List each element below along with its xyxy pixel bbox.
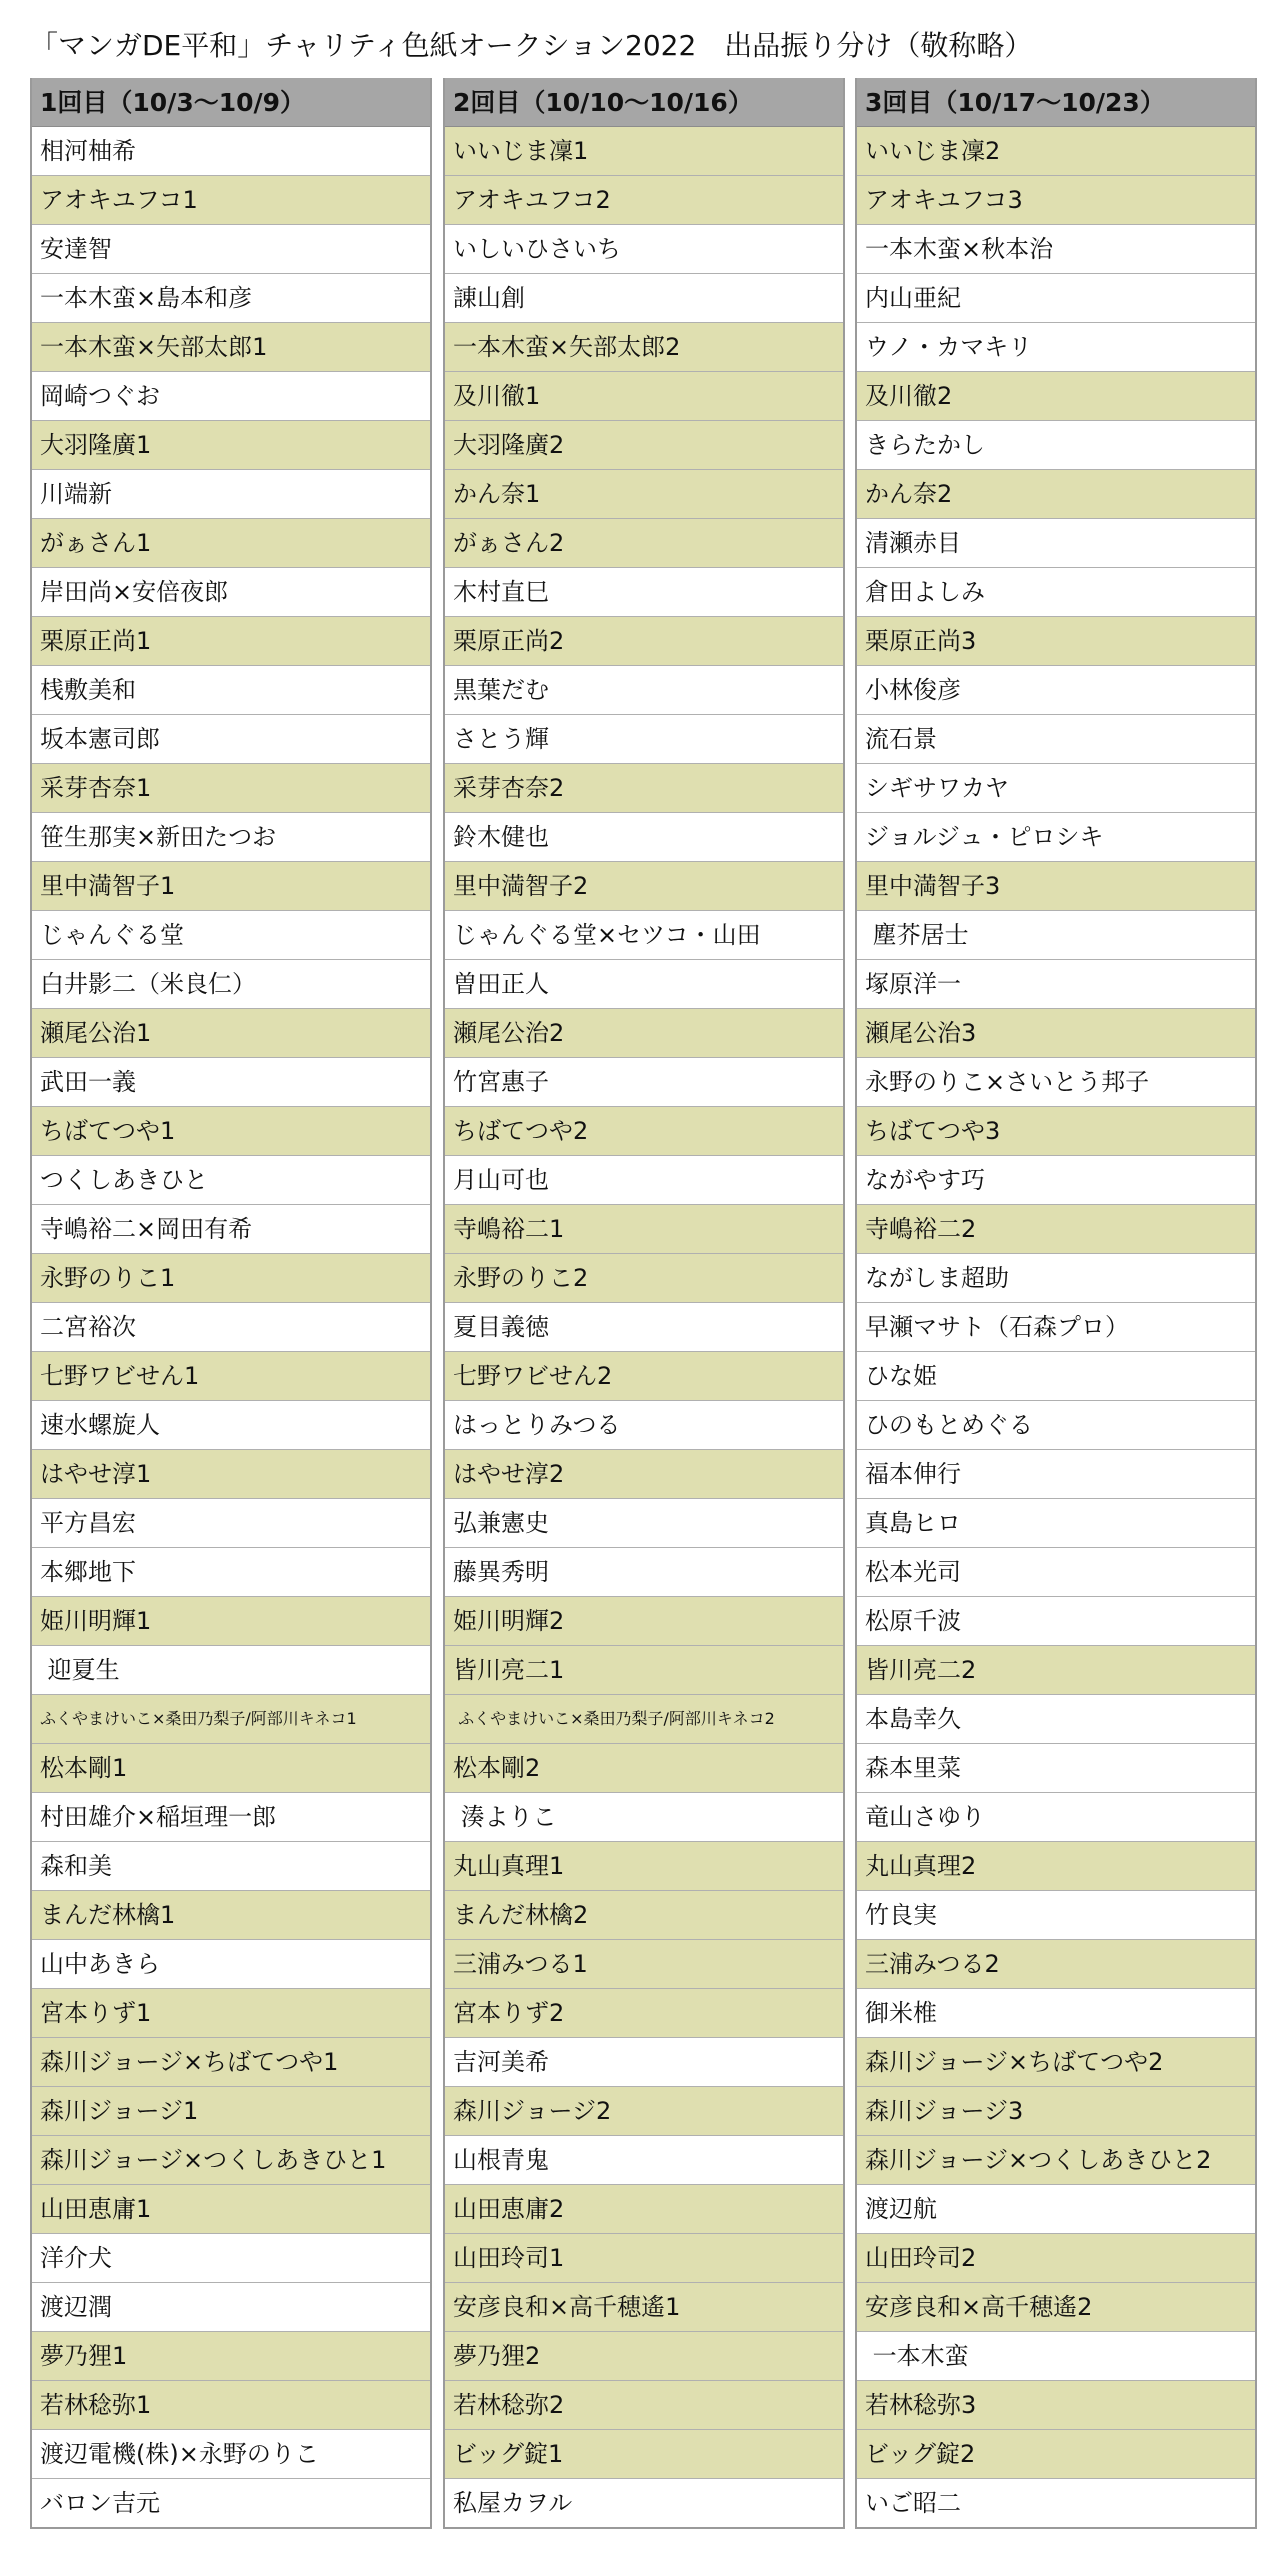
table-cell: まんだ林檎1 (32, 1891, 430, 1940)
table-cell: 寺嶋裕二2 (857, 1205, 1255, 1254)
table-cell: 森本里菜 (857, 1744, 1255, 1793)
table-cell: 里中満智子3 (857, 862, 1255, 911)
table-cell: 笹生那実×新田たつお (32, 813, 430, 862)
table-cell: 塵芥居士 (857, 911, 1255, 960)
table-cell: 早瀬マサト（石森プロ） (857, 1303, 1255, 1352)
table-cell: 森和美 (32, 1842, 430, 1891)
column-header: 3回目（10/17〜10/23） (857, 78, 1255, 127)
table-cell: 一本木蛮 (857, 2332, 1255, 2381)
table-cell: 渡辺潤 (32, 2283, 430, 2332)
table-cell: アオキユフコ1 (32, 176, 430, 225)
table-cell: 寺嶋裕二×岡田有希 (32, 1205, 430, 1254)
table-cell: 塚原洋一 (857, 960, 1255, 1009)
table-cell: 永野のりこ1 (32, 1254, 430, 1303)
cell-list (32, 127, 430, 2527)
table-cell: 森川ジョージ×ちばてつや2 (857, 2038, 1255, 2087)
table-cell: 皆川亮二2 (857, 1646, 1255, 1695)
table-cell: 安彦良和×高千穂遙1 (445, 2283, 843, 2332)
table-cell: 流石景 (857, 715, 1255, 764)
table-cell: 姫川明輝1 (32, 1597, 430, 1646)
column-header: 1回目（10/3〜10/9） (32, 78, 430, 127)
table-cell: 采芽杏奈2 (445, 764, 843, 813)
table-cell: いご昭二 (865, 2489, 961, 2517)
table-cell: 迎夏生 (32, 1646, 430, 1695)
table-cell: バロン吉元 (40, 2489, 160, 2517)
table-cell: 清瀬赤目 (857, 519, 1255, 568)
table-cell: 本島幸久 (857, 1695, 1255, 1744)
table-cell: ながやす巧 (857, 1156, 1255, 1205)
table-cell: 栗原正尚3 (857, 617, 1255, 666)
table-cell: 一本木蛮×秋本治 (857, 225, 1255, 274)
table-cell: 湊よりこ (445, 1793, 843, 1842)
table-cell: ちばてつや2 (445, 1107, 843, 1156)
table-cell: 姫川明輝2 (445, 1597, 843, 1646)
table-cell: 岡崎つぐお (32, 372, 430, 421)
table-cell: ひのもとめぐる (857, 1401, 1255, 1450)
table-cell: 一本木蛮×矢部太郎2 (445, 323, 843, 372)
table-cell: 及川徹2 (857, 372, 1255, 421)
table-cell: じゃんぐる堂×セツコ・山田 (445, 911, 843, 960)
table-cell: 森川ジョージ×つくしあきひと2 (857, 2136, 1255, 2185)
table-cell: いいじま凜1 (445, 127, 843, 176)
table-cell: 森川ジョージ1 (32, 2087, 430, 2136)
table-cell: 渡辺航 (857, 2185, 1255, 2234)
table-cell: はやせ淳2 (445, 1450, 843, 1499)
table-cell: がぁさん2 (445, 519, 843, 568)
table-cell: 木村直巳 (445, 568, 843, 617)
table-cell: ビッグ錠2 (857, 2430, 1255, 2479)
table-cell: 真島ヒロ (857, 1499, 1255, 1548)
table-cell: 山根青鬼 (445, 2136, 843, 2185)
column-round-2 (443, 78, 845, 2529)
table-cell: 月山可也 (445, 1156, 843, 1205)
table-cell: はっとりみつる (445, 1401, 843, 1450)
table-cell: 夢乃狸1 (32, 2332, 430, 2381)
table-cell: 竹良実 (857, 1891, 1255, 1940)
table-cell: 若林稔弥1 (32, 2381, 430, 2430)
table-cell: 山田恵庸2 (445, 2185, 843, 2234)
table-cell: 曽田正人 (445, 960, 843, 1009)
table-cell: かん奈2 (857, 470, 1255, 519)
table-cell: ビッグ錠1 (445, 2430, 843, 2479)
table-cell: 寺嶋裕二1 (445, 1205, 843, 1254)
table-cell: 一本木蛮×矢部太郎1 (32, 323, 430, 372)
table-cell: 大羽隆廣2 (445, 421, 843, 470)
table-cell: 栗原正尚1 (32, 617, 430, 666)
table-cell: シギサワカヤ (857, 764, 1255, 813)
table-cell: 及川徹1 (445, 372, 843, 421)
table-cell: ちばてつや3 (857, 1107, 1255, 1156)
table-cell: 七野ワビせん1 (32, 1352, 430, 1401)
table-cell: 瀬尾公治1 (32, 1009, 430, 1058)
table-cell: ながしま超助 (857, 1254, 1255, 1303)
table-cell: 里中満智子1 (32, 862, 430, 911)
table-cell: 武田一義 (32, 1058, 430, 1107)
table-cell: 森川ジョージ2 (445, 2087, 843, 2136)
table-cell: 鈴木健也 (445, 813, 843, 862)
table-cell: はやせ淳1 (32, 1450, 430, 1499)
table-cell: 福本伸行 (857, 1450, 1255, 1499)
table-cell: 松原千波 (857, 1597, 1255, 1646)
table-cell: 三浦みつる1 (445, 1940, 843, 1989)
table-cell: 山田玲司2 (857, 2234, 1255, 2283)
table-cell: 村田雄介×稲垣理一郎 (32, 1793, 430, 1842)
table-cell: 皆川亮二1 (445, 1646, 843, 1695)
table-cell: 宮本りず1 (32, 1989, 430, 2038)
table-cell: 森川ジョージ3 (857, 2087, 1255, 2136)
table-cell: 吉河美希 (445, 2038, 843, 2087)
table-cell: 瀬尾公治2 (445, 1009, 843, 1058)
table-cell: つくしあきひと (32, 1156, 430, 1205)
table-cell: 山田恵庸1 (32, 2185, 430, 2234)
table-cell: がぁさん1 (32, 519, 430, 568)
table-cell: 丸山真理1 (445, 1842, 843, 1891)
table-cell: 三浦みつる2 (857, 1940, 1255, 1989)
table-cell: 松本剛2 (445, 1744, 843, 1793)
table-cell: 倉田よしみ (857, 568, 1255, 617)
table-cell: 松本光司 (857, 1548, 1255, 1597)
table-cell: 森川ジョージ×ちばてつや1 (32, 2038, 430, 2087)
table-cell: 渡辺電機(株)×永野のりこ (32, 2430, 430, 2479)
table-cell: 夢乃狸2 (445, 2332, 843, 2381)
table-cell: 一本木蛮×島本和彦 (32, 274, 430, 323)
table-cell: ジョルジュ・ピロシキ (857, 813, 1255, 862)
column-round-3 (855, 78, 1257, 2529)
column-header: 2回目（10/10〜10/16） (445, 78, 843, 127)
table-cell: 竜山さゆり (857, 1793, 1255, 1842)
table-cell: 御米椎 (857, 1989, 1255, 2038)
column-round-1 (30, 78, 432, 2529)
table-cell: 永野のりこ2 (445, 1254, 843, 1303)
table-cell: 二宮裕次 (32, 1303, 430, 1352)
table-cell: 洋介犬 (32, 2234, 430, 2283)
table-cell: ひな姫 (857, 1352, 1255, 1401)
table-cell: 山中あきら (32, 1940, 430, 1989)
table-cell: いいじま凜2 (857, 127, 1255, 176)
table-cell: ちばてつや1 (32, 1107, 430, 1156)
table-cell: 川端新 (32, 470, 430, 519)
table-cell: かん奈1 (445, 470, 843, 519)
table-cell: 小林俊彦 (857, 666, 1255, 715)
table-cell: 若林稔弥3 (857, 2381, 1255, 2430)
table-cell: 栗原正尚2 (445, 617, 843, 666)
table-cell: 竹宮惠子 (445, 1058, 843, 1107)
table-cell: 弘兼憲史 (445, 1499, 843, 1548)
table-cell: ふくやまけいこ×桑田乃梨子/阿部川キネコ1 (32, 1695, 430, 1744)
table-cell: 松本剛1 (32, 1744, 430, 1793)
table-cell: 丸山真理2 (857, 1842, 1255, 1891)
table-cell: アオキユフコ2 (445, 176, 843, 225)
table-cell: 速水螺旋人 (32, 1401, 430, 1450)
table-cell: 里中満智子2 (445, 862, 843, 911)
table-cell: まんだ林檎2 (445, 1891, 843, 1940)
table-cell: いしいひさいち (445, 225, 843, 274)
table-cell: 永野のりこ×さいとう邦子 (857, 1058, 1255, 1107)
table-cell: 瀬尾公治3 (857, 1009, 1255, 1058)
table-cell: 森川ジョージ×つくしあきひと1 (32, 2136, 430, 2185)
page-title: 「マンガDE平和」チャリティ色紙オークション2022 出品振り分け（敬称略） (30, 29, 1033, 62)
table-cell: 山田玲司1 (445, 2234, 843, 2283)
table-cell: 諌山創 (445, 274, 843, 323)
table-cell: 桟敷美和 (32, 666, 430, 715)
table-cell: 坂本憲司郎 (32, 715, 430, 764)
table-cell: 私屋カヲル (453, 2489, 573, 2517)
table-cell: 宮本りず2 (445, 1989, 843, 2038)
table-cell: 安達智 (32, 225, 430, 274)
table-cell: 本郷地下 (32, 1548, 430, 1597)
table-cell: きらたかし (857, 421, 1255, 470)
cell-list (445, 127, 843, 2527)
cell-list (857, 127, 1255, 2527)
table-cell: 岸田尚×安倍夜郎 (32, 568, 430, 617)
table-cell: 采芽杏奈1 (32, 764, 430, 813)
table-cell: 大羽隆廣1 (32, 421, 430, 470)
table-cell: ふくやまけいこ×桑田乃梨子/阿部川キネコ2 (445, 1695, 843, 1744)
table-cell: 内山亜紀 (857, 274, 1255, 323)
table-cell: アオキユフコ3 (857, 176, 1255, 225)
table-cell: 藤異秀明 (445, 1548, 843, 1597)
table-cell: 平方昌宏 (32, 1499, 430, 1548)
table-cell: ウノ・カマキリ (857, 323, 1255, 372)
table-cell: じゃんぐる堂 (32, 911, 430, 960)
table-cell: 安彦良和×高千穂遙2 (857, 2283, 1255, 2332)
table-cell: 七野ワビせん2 (445, 1352, 843, 1401)
table-cell: 黒葉だむ (445, 666, 843, 715)
table-cell: 若林稔弥2 (445, 2381, 843, 2430)
table-cell: さとう輝 (445, 715, 843, 764)
table-cell: 相河柚希 (32, 127, 430, 176)
table-cell: 白井影二（米良仁） (32, 960, 430, 1009)
table-cell: 夏目義徳 (445, 1303, 843, 1352)
